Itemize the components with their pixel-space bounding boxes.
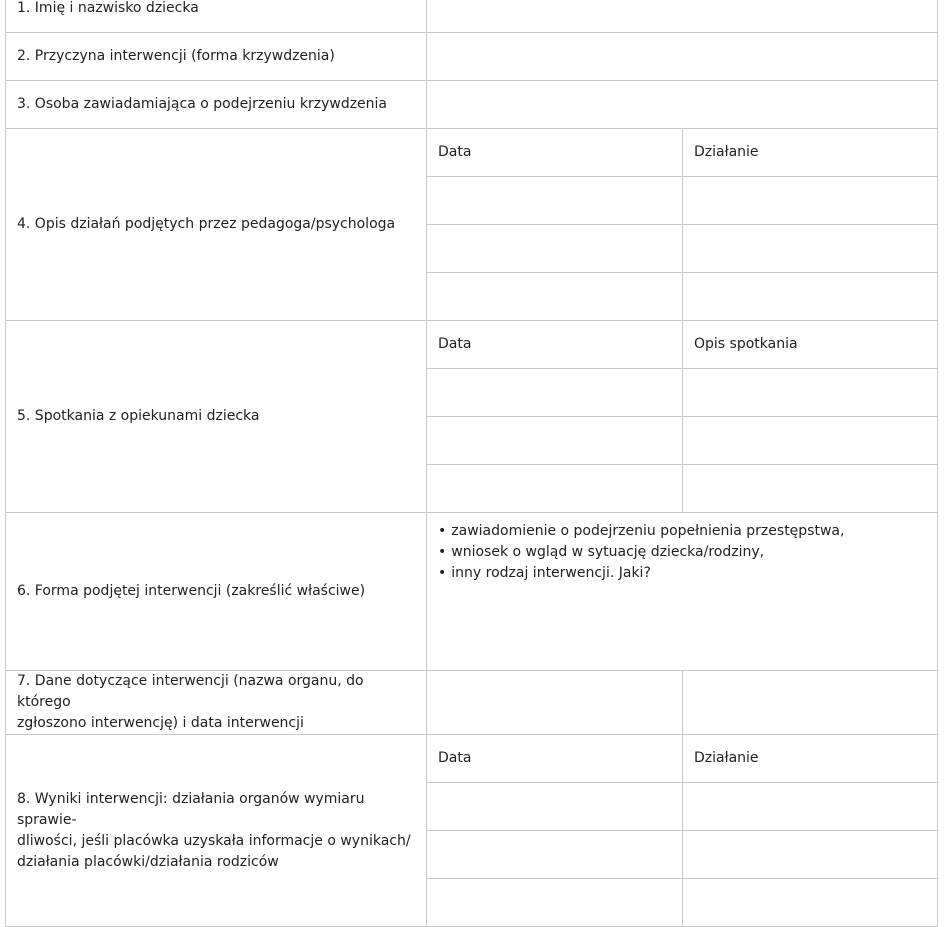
row-4-entry-action[interactable]	[683, 177, 938, 225]
intervention-option[interactable]: • zawiadomienie o podejrzeniu popełnienia przestępstwa,	[438, 521, 926, 542]
row-4-entry-action[interactable]	[683, 225, 938, 273]
form-row-4	[6, 129, 938, 177]
intervention-option[interactable]: • inny rodzaj interwencji. Jaki?	[438, 563, 926, 584]
row-6-label: 6. Forma podjętej interwencji (zakreślić właściwe)	[6, 513, 427, 671]
row-7-value-b[interactable]	[683, 671, 938, 735]
row-5-entry-date[interactable]	[427, 465, 683, 513]
row-2-value[interactable]	[427, 33, 938, 81]
row-5-entry-date[interactable]	[427, 369, 683, 417]
row-8-header-action: Działanie	[683, 735, 938, 783]
row-3-value[interactable]	[427, 81, 938, 129]
row-4-header-date: Data	[427, 129, 683, 177]
row-8-entry-date[interactable]	[427, 783, 683, 831]
form-row-8	[6, 735, 938, 783]
row-8-label	[6, 735, 427, 927]
row-8-entry-date[interactable]	[427, 879, 683, 927]
row-5-label: 5. Spotkania z opiekunami dziecka	[6, 321, 427, 513]
row-4-entry-date[interactable]	[427, 177, 683, 225]
row-1-label: 1. Imię i nazwisko dziecka	[6, 0, 427, 33]
row-6-options	[427, 513, 938, 671]
form-row-6	[6, 513, 938, 671]
row-1-value[interactable]	[427, 0, 938, 33]
row-5-entry-description[interactable]	[683, 369, 938, 417]
row-4-label: 4. Opis działań podjętych przez pedagoga/psychologa	[6, 129, 427, 321]
row-8-entry-action[interactable]	[683, 831, 938, 879]
row-7-label	[6, 671, 427, 735]
form-row-2	[6, 33, 938, 81]
row-8-label-line: dliwości, jeśli placówka uzyskała informacje o wynikach/	[17, 832, 411, 849]
row-8-label-line: 8. Wyniki interwencji: działania organów wymiaru sprawie-	[17, 790, 365, 828]
row-4-entry-action[interactable]	[683, 273, 938, 321]
row-7-label-line: zgłoszono interwencję) i data interwencji	[17, 715, 304, 731]
row-8-entry-action[interactable]	[683, 783, 938, 831]
row-5-entry-description[interactable]	[683, 465, 938, 513]
intervention-options-list	[438, 521, 926, 584]
row-5-header-description: Opis spotkania	[683, 321, 938, 369]
intervention-option[interactable]: • wniosek o wgląd w sytuację dziecka/rodziny,	[438, 542, 926, 563]
intervention-form-table	[5, 0, 938, 927]
row-8-header-date: Data	[427, 735, 683, 783]
row-2-label: 2. Przyczyna interwencji (forma krzywdzenia)	[6, 33, 427, 81]
row-4-entry-date[interactable]	[427, 225, 683, 273]
form-row-1	[6, 0, 938, 33]
row-4-entry-date[interactable]	[427, 273, 683, 321]
row-5-entry-date[interactable]	[427, 417, 683, 465]
row-8-entry-date[interactable]	[427, 831, 683, 879]
row-8-entry-action[interactable]	[683, 879, 938, 927]
row-4-header-action: Działanie	[683, 129, 938, 177]
row-3-label: 3. Osoba zawiadamiająca o podejrzeniu krzywdzenia	[6, 81, 427, 129]
row-7-label-line: 7. Dane dotyczące interwencji (nazwa organu, do którego	[17, 673, 364, 710]
form-row-5	[6, 321, 938, 369]
form-row-3	[6, 81, 938, 129]
row-8-label-line: działania placówki/działania rodziców	[17, 853, 279, 870]
row-7-value-a[interactable]	[427, 671, 683, 735]
row-5-entry-description[interactable]	[683, 417, 938, 465]
row-5-header-date: Data	[427, 321, 683, 369]
form-row-7	[6, 671, 938, 735]
